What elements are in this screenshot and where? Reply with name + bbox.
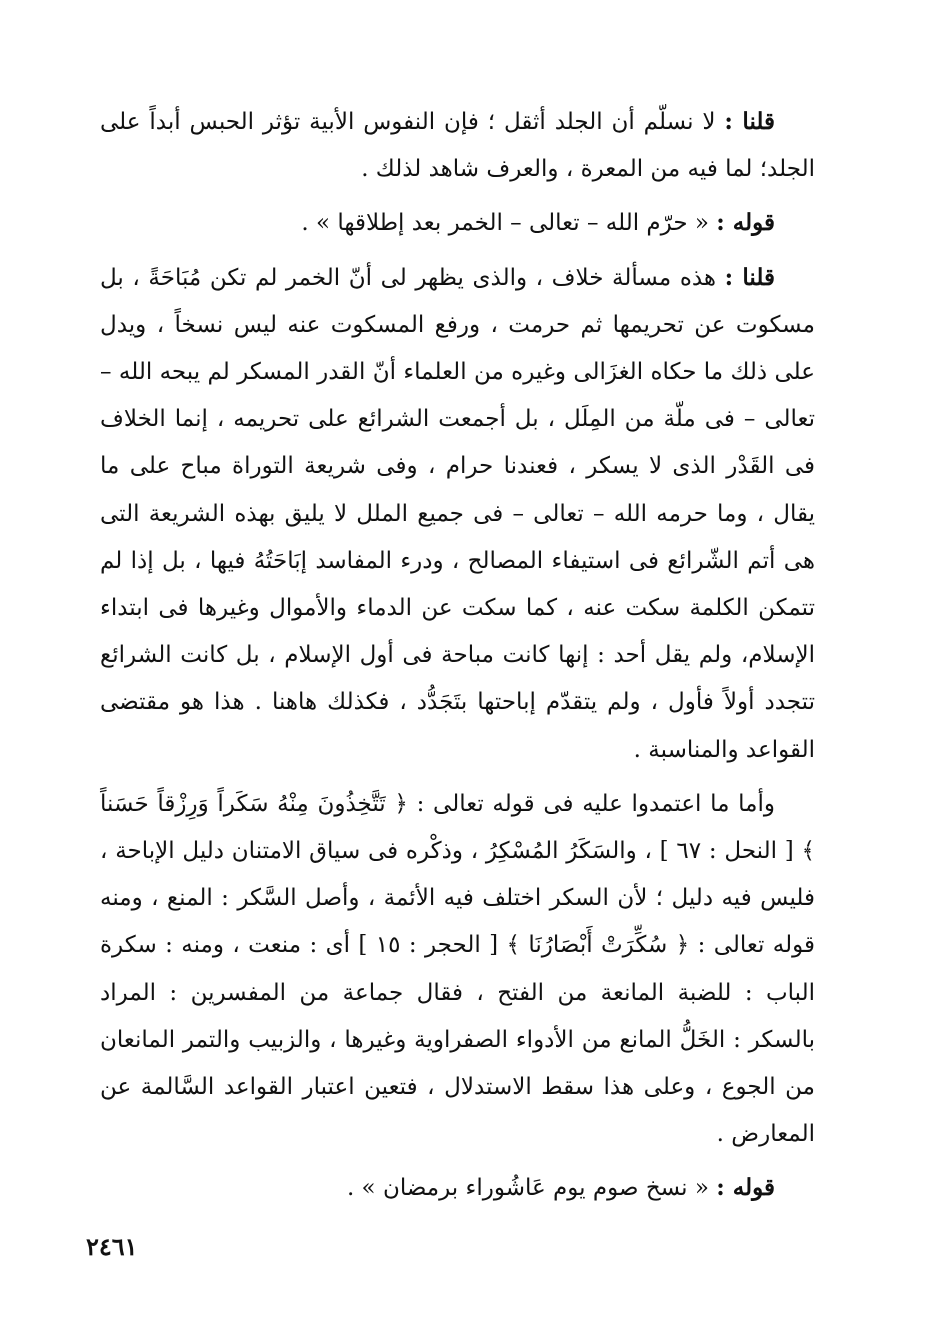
paragraph-lead: قوله : (716, 1174, 775, 1202)
paragraph-text: هذه مسألة خلاف ، والذى يظهر لى أنّ الخمر لم تكن مُبَاحَةً ، بل مسكوت عن تحريمها ثم حرمت ، ورفع المسكوت عنه ليس نسخاً ، ويدل على ذلك ما حكاه الغزَالى وغيره من العلماء أنّ القدر المسكر لم يبحه الله – تعالى – فى ملّة من المِلَل ، بل أجمعت الشرائع على تحريمه ، إنما الخلاف فى القَدْر الذى لا يسكر ، فعندنا حرام ، وفى شريعة التوراة مباح على ما يقال ، وما حرمه الله – تعالى – فى جميع الملل لا يليق بهذه الشريعة التى هى أتم الشّرائع فى استيفاء المصالح ، ودرء المفاسد إبَاحَتُهُ فيها ، بل إذا لم تتمكن الكلمة سكت عنه ، كما سكت عن الدماء والأموال وغيرها فى ابتداء الإسلام، ولم يقل أحد : إنها كانت مباحة فى أول الإسلام ، بل كانت الشرائع تتجدد أولاً فأول ، ولم يتقدّم إباحتها بتَجَدُّد ، فكذلك هاهنا . هذا هو مقتضى القواعد والمناسبة . (100, 264, 815, 763)
paragraph-lead: قلنا : (724, 263, 775, 291)
paragraph-argument (100, 780, 815, 1159)
body-text (100, 98, 815, 1213)
page-number: ٢٤٦١ (86, 1232, 138, 1261)
paragraph-text: وأما ما اعتمدوا عليه فى قوله تعالى : ﴿ تَتَّخِذُونَ مِنْهُ سَكَراً وَرِزْقاً حَسَناً ﴾ [ النحل : ٦٧ ] ، والسَكَرُ المُسْكِرُ ، وذكْره فى سياق الامتنان دليل الإباحة ، فليس فيه دليل ؛ لأن السكر اختلف فيه الأئمة ، وأصل السَّكر : المنع ، ومنه قوله تعالى : ﴿ سُكِّرَتْ أَبْصَارُنَا ﴾ [ الحجر : ١٥ ] أى : منعت ، ومنه : سكرة الباب : للضبة المانعة من الفتح ، فقال جماعة من المفسرين : المراد بالسكر : الخَلُّ المانع من الأدواء الصفراوية وغيرها ، والزبيب والتمر المانعان من الجوع ، وعلى هذا سقط الاستدلال ، فتعين اعتبار القواعد السَّالمة عن المعارض . (100, 790, 816, 1148)
paragraph-quote-2 (100, 1164, 815, 1212)
paragraph-reply-2 (100, 254, 815, 774)
paragraph-reply-1 (100, 98, 815, 193)
paragraph-lead: قلنا : (724, 108, 775, 135)
paragraph-text: « نسخ صوم يوم عَاشُوراء برمضان » . (346, 1175, 717, 1202)
paragraph-text: لا نسلّم أن الجلد أثقل ؛ فإن النفوس الأبية تؤثر الحبس أبداً على الجلد؛ لما فيه من المعرة ، والعرف شاهد لذلك . (100, 109, 815, 183)
paragraph-lead: قوله : (716, 209, 775, 237)
paragraph-quote-1 (100, 199, 815, 247)
paragraph-text: « حرّم الله – تعالى – الخمر بعد إطلاقها » . (301, 210, 717, 237)
